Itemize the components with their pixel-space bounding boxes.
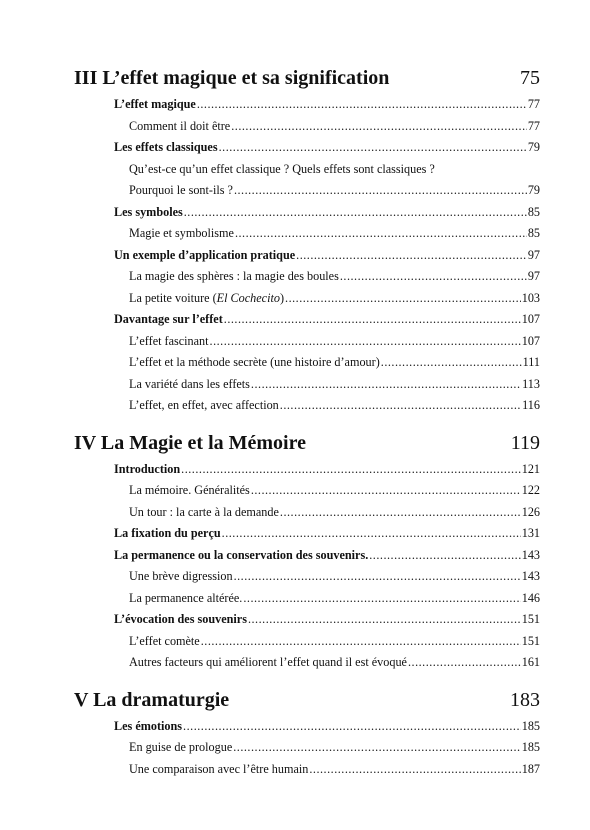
entry-title — [129, 588, 242, 610]
dot-leader — [340, 266, 527, 288]
entry-page-number: 79 — [527, 140, 540, 154]
dot-leader — [222, 523, 521, 545]
chapter-heading[interactable] — [74, 66, 540, 90]
entry-page-number: 143 — [521, 547, 540, 562]
entry-title-text: Introduction — [114, 461, 181, 476]
entry-title — [114, 716, 182, 738]
entry-title-text: Un exemple d’application pratique — [114, 247, 296, 262]
dot-leader — [408, 652, 521, 674]
entry-title-text: La mémoire. Généralités — [129, 483, 250, 497]
dot-leader — [243, 588, 520, 610]
dot-leader — [235, 223, 527, 245]
dot-leader — [183, 716, 521, 738]
entry-title-suffix: ) — [279, 290, 285, 305]
chapter-section — [74, 66, 540, 417]
chapter-heading[interactable] — [74, 431, 540, 455]
toc-subsection-entry[interactable] — [74, 266, 540, 288]
toc-section-entry[interactable] — [74, 309, 540, 331]
chapter-section — [74, 431, 540, 674]
entry-page-number: 143 — [521, 569, 540, 583]
entry-page-number: 126 — [521, 504, 540, 519]
toc-section-entry[interactable] — [74, 523, 540, 545]
toc-section-entry[interactable] — [74, 245, 540, 267]
toc-subsection-entry[interactable] — [74, 480, 540, 502]
entry-title — [129, 631, 200, 653]
entry-title-text: En guise de prologue — [129, 740, 233, 754]
dot-leader — [280, 395, 521, 417]
dot-leader — [296, 245, 527, 267]
chapter-title-group — [74, 431, 306, 455]
entry-title-text: Autres facteurs qui améliorent l’effet quand il est évoqué — [129, 655, 407, 669]
entry-title — [129, 652, 407, 674]
toc-subsection-entry[interactable] — [74, 395, 540, 417]
chapter-title: La Magie et la Mémoire — [100, 431, 306, 454]
dot-leader — [381, 352, 522, 374]
chapter-title-group — [74, 66, 389, 90]
dot-leader — [224, 309, 521, 331]
entry-page-number: 77 — [527, 118, 540, 133]
entry-page-number: 85 — [527, 204, 540, 219]
entry-page-number: 77 — [527, 97, 540, 111]
toc-subsection-entry[interactable] — [74, 652, 540, 674]
entry-title-text: Les effets classiques — [114, 140, 218, 154]
dot-leader — [234, 180, 527, 202]
entry-title-italic: El Cochecito — [216, 290, 280, 305]
entry-title-text: Les symboles — [114, 204, 183, 219]
toc-subsection-entry[interactable] — [74, 288, 540, 310]
chapter-number: IV — [74, 431, 96, 454]
dot-leader — [181, 459, 521, 481]
entry-title — [129, 374, 250, 396]
entry-title-text: L’évocation des souvenirs — [114, 612, 247, 626]
entry-title-text: Une comparaison avec l’être humain — [129, 761, 309, 776]
dot-leader — [280, 502, 521, 524]
entry-title — [114, 609, 247, 631]
entry-page-number: 185 — [521, 718, 540, 733]
entry-page-number: 113 — [522, 376, 540, 391]
toc-subsection-entry[interactable] — [74, 374, 540, 396]
entry-title — [129, 759, 308, 781]
entry-title — [129, 480, 250, 502]
entry-page-number: 97 — [527, 269, 540, 283]
toc-subsection-entry[interactable] — [74, 759, 540, 781]
toc-subsection-entry[interactable] — [74, 737, 540, 759]
entry-title — [129, 352, 380, 374]
chapter-number: V — [74, 688, 89, 711]
entry-title-text: Une brève digression — [129, 569, 233, 583]
toc-section-entry[interactable] — [74, 137, 540, 159]
entry-page-number: 161 — [521, 655, 540, 669]
chapter-title: La dramaturgie — [93, 688, 230, 711]
entry-page-number: 111 — [522, 355, 540, 369]
entry-title — [129, 266, 339, 288]
dot-leader — [219, 137, 527, 159]
entry-title — [129, 566, 233, 588]
entry-page-number: 185 — [521, 740, 540, 754]
dot-leader — [231, 116, 527, 138]
entry-title — [129, 737, 232, 759]
entry-page-number: 97 — [527, 247, 540, 262]
entry-title — [114, 202, 183, 224]
toc-subsection-entry[interactable] — [74, 631, 540, 653]
entry-title — [114, 459, 180, 481]
toc-subsection-entry[interactable] — [74, 588, 540, 610]
dot-leader — [248, 609, 521, 631]
entry-page-number: 79 — [527, 183, 540, 197]
dot-leader — [197, 94, 527, 116]
dot-leader — [251, 374, 521, 396]
entry-page-number: 116 — [522, 398, 540, 412]
toc-subsection-entry[interactable] — [74, 566, 540, 588]
toc-subsection-entry[interactable] — [74, 116, 540, 138]
toc-section-entry[interactable] — [74, 202, 540, 224]
chapter-title-group — [74, 688, 229, 712]
toc-subsection-entry[interactable] — [74, 159, 540, 181]
entry-title — [129, 288, 284, 310]
entry-title-text: La permanence ou la conservation des souvenirs. — [114, 547, 369, 562]
entry-title — [114, 523, 221, 545]
entry-title — [129, 159, 435, 181]
dot-leader — [210, 331, 521, 353]
entry-title — [114, 94, 196, 116]
toc-section-entry[interactable] — [74, 609, 540, 631]
entry-title — [114, 245, 295, 267]
entry-title-text: Davantage sur l’effet — [114, 312, 223, 326]
dot-leader — [233, 737, 520, 759]
toc-subsection-entry[interactable] — [74, 331, 540, 353]
entry-title — [114, 137, 218, 159]
entry-page-number: 131 — [521, 526, 540, 540]
entry-title-text: L’effet, en effet, avec affection — [129, 398, 279, 412]
entry-page-number: 85 — [527, 226, 540, 240]
toc-section-entry[interactable] — [74, 545, 540, 567]
chapter-heading[interactable] — [74, 688, 540, 712]
entry-title-text: Pourquoi le sont-ils ? — [129, 183, 233, 197]
entry-title-text: Les émotions — [114, 718, 183, 733]
entry-title-text: Qu’est-ce qu’un effet classique ? Quels effets sont classiques ? — [129, 161, 435, 176]
chapter-title: L’effet magique et sa signification — [102, 67, 390, 89]
toc-subsection-entry[interactable] — [74, 502, 540, 524]
entry-title-text: La petite voiture ( — [129, 290, 217, 305]
entry-page-number: 107 — [521, 312, 540, 326]
entry-title — [114, 309, 223, 331]
entry-title-text: L’effet fascinant — [129, 333, 209, 348]
chapter-page-number: 119 — [510, 431, 540, 454]
entry-title — [129, 223, 234, 245]
entry-title — [129, 116, 230, 138]
dot-leader — [184, 202, 527, 224]
entry-title-text: L’effet et la méthode secrète (une histoire d’amour) — [129, 355, 380, 369]
dot-leader — [369, 545, 520, 567]
entry-page-number: 107 — [521, 333, 540, 348]
toc-subsection-entry[interactable] — [74, 352, 540, 374]
dot-leader — [285, 288, 521, 310]
toc-subsection-entry[interactable] — [74, 223, 540, 245]
entry-title — [129, 331, 209, 353]
entry-title-text: L’effet comète — [129, 633, 200, 648]
entry-page-number: 151 — [521, 612, 540, 626]
toc-subsection-entry[interactable] — [74, 180, 540, 202]
entry-title-text: La magie des sphères : la magie des boules — [129, 269, 339, 283]
chapter-page-number: 183 — [510, 688, 540, 711]
entry-title-text: Un tour : la carte à la demande — [129, 504, 279, 519]
toc-section-entry[interactable] — [74, 716, 540, 738]
dot-leader — [309, 759, 520, 781]
dot-leader — [201, 631, 521, 653]
entry-title — [114, 545, 368, 567]
entry-page-number: 146 — [521, 590, 540, 605]
entry-page-number: 151 — [521, 633, 540, 648]
entry-title — [129, 180, 233, 202]
entry-title-text: La permanence altérée. — [129, 590, 243, 605]
entry-title-text: La fixation du perçu — [114, 526, 221, 540]
entry-title-text: Comment il doit être — [129, 118, 231, 133]
entry-page-number: 121 — [521, 461, 540, 476]
entry-page-number: 122 — [521, 483, 540, 497]
chapter-section — [74, 688, 540, 781]
entry-title-text: Magie et symbolisme — [129, 226, 234, 240]
dot-leader — [234, 566, 521, 588]
entry-page-number: 187 — [521, 761, 540, 776]
entry-page-number: 103 — [521, 290, 540, 305]
entry-title-text: L’effet magique — [114, 97, 196, 111]
entry-title-text: La variété dans les effets — [129, 376, 250, 391]
entry-title — [129, 395, 279, 417]
toc-section-entry[interactable] — [74, 94, 540, 116]
chapter-number: III — [74, 67, 98, 89]
entry-title — [129, 502, 279, 524]
dot-leader — [251, 480, 521, 502]
chapter-page-number: 75 — [520, 67, 540, 89]
toc-section-entry[interactable] — [74, 459, 540, 481]
table-of-contents — [74, 66, 540, 780]
